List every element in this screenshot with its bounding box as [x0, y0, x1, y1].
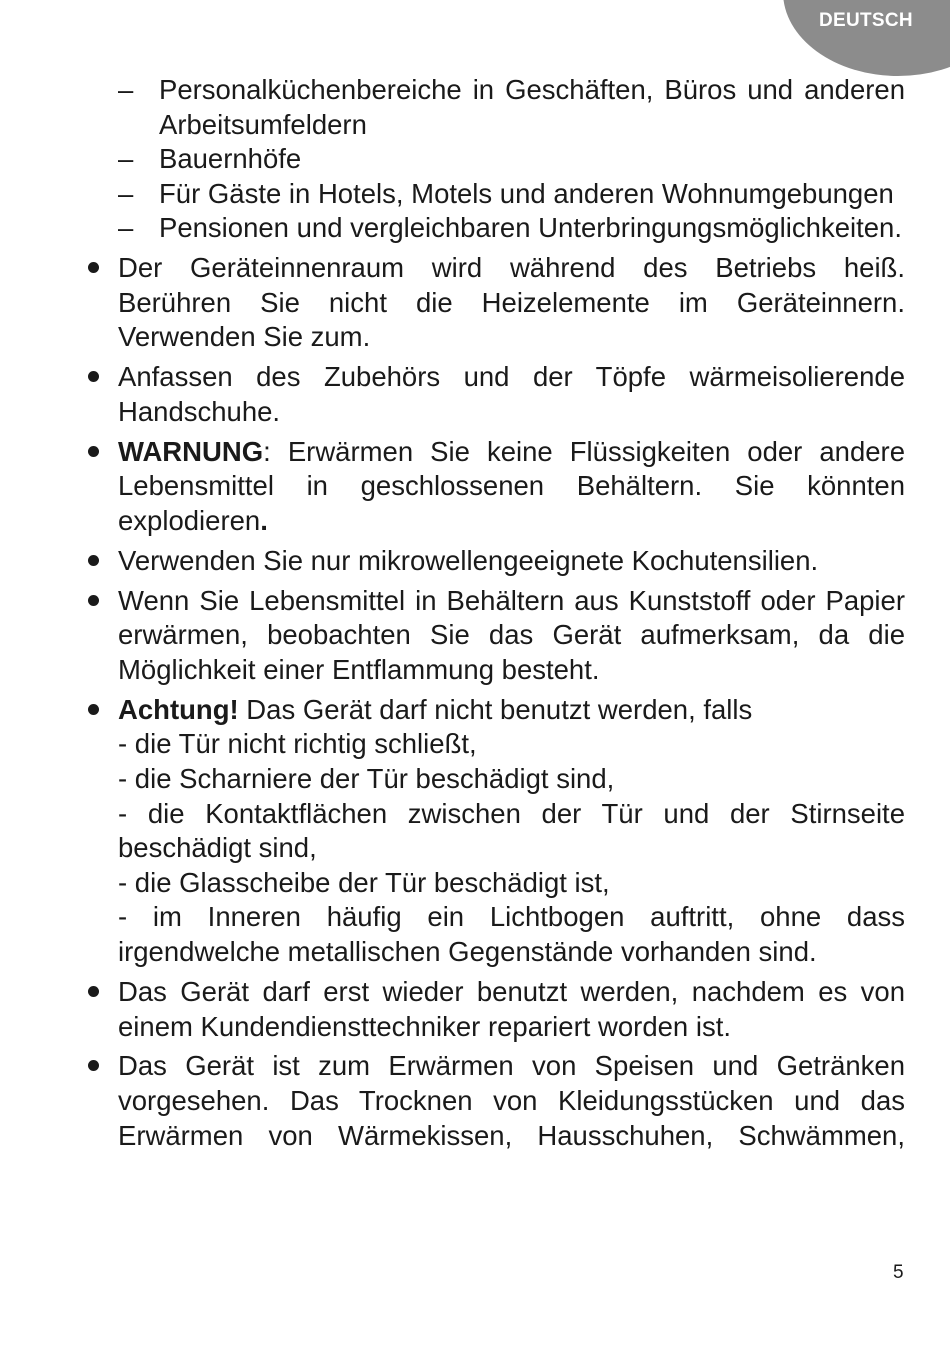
dash-item	[118, 211, 905, 246]
attention-heading	[118, 693, 905, 728]
bullet-item-containers	[83, 584, 905, 688]
bullet-icon	[88, 371, 99, 382]
bullet-text: Das Gerät ist zum Erwärmen von Speisen und Getränken vorgesehen. Das Trocknen von Kleidungsstücken und das Erwärmen von Wärmekissen, Hausschuhen, Schwämmen,	[118, 1050, 905, 1151]
bullet-icon	[88, 262, 99, 273]
bullet-item-intended-use	[83, 1049, 905, 1153]
bullet-item-repair	[83, 975, 905, 1044]
attention-label: Achtung!	[118, 693, 239, 725]
bullet-icon	[88, 704, 99, 715]
bullet-text: Anfassen des Zubehörs und der Töpfe wärmeisolierende Handschuhe.	[118, 361, 905, 427]
dash-item	[118, 73, 905, 142]
attention-text: Das Gerät darf nicht benutzt werden, falls	[238, 693, 753, 725]
condition-line: - die Scharniere der Tür beschädigt sind,	[118, 763, 615, 795]
page-number: 5	[893, 1262, 904, 1283]
dash-mark: –	[118, 212, 134, 244]
bullet-text: Wenn Sie Lebensmittel in Behältern aus Kunststoff oder Papier erwärmen, beobachten Sie das Gerät aufmerksam, da die Möglichkeit einer Entflammung besteht.	[118, 584, 905, 685]
bullet-icon	[88, 595, 99, 606]
bullet-icon	[88, 1060, 99, 1071]
dash-mark: –	[118, 74, 134, 105]
bullet-list	[83, 251, 905, 1153]
dash-item-text: Personalküchenbereiche in Geschäften, Büros und anderen Arbeitsumfeldern	[159, 74, 905, 140]
bullet-item-gloves	[83, 360, 905, 429]
warning-end-mark: .	[260, 505, 268, 537]
dash-mark: –	[118, 177, 134, 209]
bullet-item-warning	[83, 435, 905, 539]
bullet-item-attention	[83, 693, 905, 970]
bullet-text: Der Geräteinnenraum wird während des Betriebs heiß. Berühren Sie nicht die Heizelemente im Geräteinnern. Verwenden Sie zum.	[118, 252, 905, 353]
warning-label: WARNUNG	[118, 435, 264, 467]
condition-line: - die Glasscheibe der Tür beschädigt ist,	[118, 866, 610, 898]
bullet-item-hot-interior	[83, 251, 905, 355]
condition-line: - im Inneren häufig ein Lichtbogen auftritt, ohne dass irgendwelche metallischen Gegenstände vorhanden sind.	[118, 901, 905, 968]
bullet-text: Das Gerät darf erst wieder benutzt werden, nachdem es von einem Kundendiensttechniker repariert worden ist.	[118, 975, 905, 1042]
dash-list	[118, 73, 905, 246]
language-label: DEUTSCH	[819, 10, 913, 31]
dash-item	[118, 142, 905, 177]
dash-item	[118, 177, 905, 212]
condition-line: - die Tür nicht richtig schließt,	[118, 728, 477, 760]
dash-mark: –	[118, 143, 134, 175]
dash-item-text: Bauernhöfe	[159, 143, 302, 175]
bullet-icon	[88, 555, 99, 566]
dash-item-text: Für Gäste in Hotels, Motels und anderen Wohnumgebungen	[159, 177, 894, 209]
dash-item-text: Pensionen und vergleichbaren Unterbringungsmöglichkeiten.	[159, 212, 902, 244]
bullet-icon	[88, 446, 99, 457]
condition-line: - die Kontaktflächen zwischen der Tür und der Stirnseite beschädigt sind,	[118, 797, 905, 864]
bullet-text: : Erwärmen Sie keine Flüssigkeiten oder andere Lebensmittel in geschlossenen Behältern. Sie könnten explodieren	[118, 435, 905, 537]
bullet-icon	[88, 986, 99, 997]
page-content	[83, 73, 905, 1153]
bullet-item-utensils	[83, 544, 905, 579]
bullet-text: Verwenden Sie nur mikrowellengeeignete Kochutensilien.	[118, 544, 819, 576]
